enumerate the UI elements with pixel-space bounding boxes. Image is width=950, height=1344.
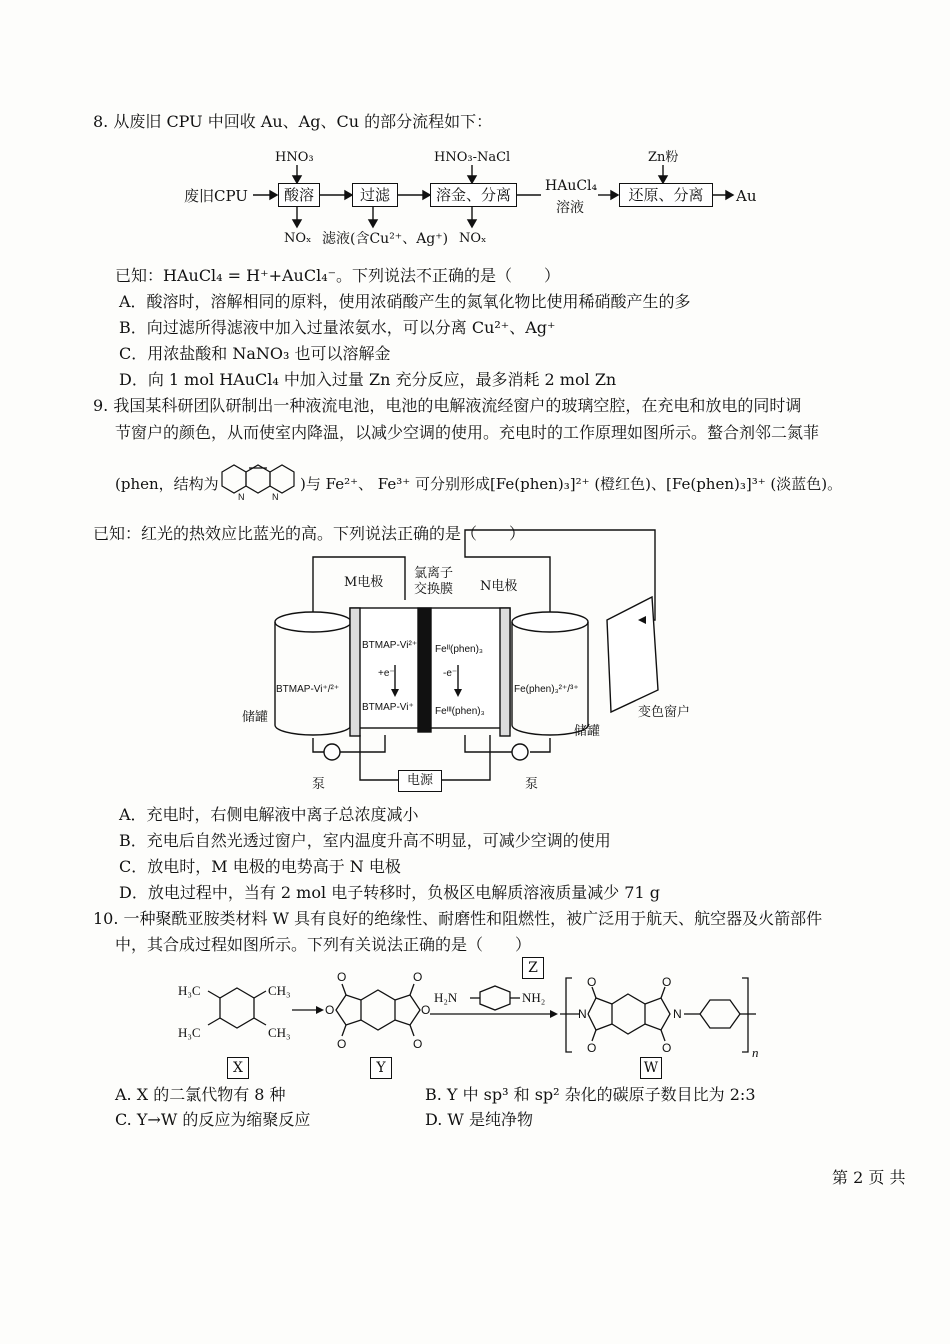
y-o-1: O xyxy=(337,970,347,984)
y-o-4: O xyxy=(421,1003,431,1017)
q10-option-b: B. Y 中 sp³ 和 sp² 杂化的碳原子数目比为 2:3 xyxy=(425,1085,756,1104)
w-n-right: N xyxy=(673,1007,682,1021)
w-n-left: N xyxy=(578,1007,587,1021)
flow-step-filter: 过滤 xyxy=(352,183,398,207)
svg-text:N: N xyxy=(238,492,245,502)
label-z: Z xyxy=(522,957,544,979)
q8-option-d: D．向 1 mol HAuCl₄ 中加入过量 Zn 充分反应，最多消耗 2 mol Zn xyxy=(119,370,617,389)
y-o-3: O xyxy=(325,1003,335,1017)
flow-mid2: 溶液 xyxy=(556,200,584,216)
x-h3c-top: H₃C xyxy=(178,983,201,998)
flow-out3: NOₓ xyxy=(459,231,487,246)
n-electrode-label: N电极 xyxy=(480,579,518,594)
flow-step-reduce: 还原、分离 xyxy=(619,183,713,207)
label-w: W xyxy=(640,1057,662,1079)
cell-right-mid: -e⁻ xyxy=(443,668,458,679)
w-o-1: O xyxy=(587,975,597,989)
q8-option-a: A．酸溶时，溶解相同的原料，使用浓硝酸产生的氮氧化物比使用稀硝酸产生的多 xyxy=(119,292,691,311)
left-tank-caption: 储罐 xyxy=(242,710,269,725)
right-tank-label: Fe(phen)₃²⁺/³⁺ xyxy=(514,684,579,695)
page-footer: 第 2 页 共 xyxy=(832,1168,906,1187)
q8-known: 已知：HAuCl₄ = H⁺+AuCl₄⁻。下列说法不正确的是（ ） xyxy=(115,266,561,285)
y-o-2: O xyxy=(413,970,423,984)
m-electrode-label: M电极 xyxy=(344,575,384,590)
left-pump-label: 泵 xyxy=(312,777,326,792)
y-o-5: O xyxy=(337,1037,347,1051)
cell-left-bottom: BTMAP-Vi⁺ xyxy=(362,702,414,713)
flow-reagent4: Zn粉 xyxy=(648,150,679,165)
x-h3c-bottom: H₃C xyxy=(178,1025,201,1040)
w-o-2: O xyxy=(662,975,672,989)
left-tank-label: BTMAP-Vi⁺/²⁺ xyxy=(276,684,340,695)
w-o-4: O xyxy=(662,1041,672,1055)
q9-stem-line3a: (phen，结构为 xyxy=(115,475,219,493)
flow-out2: 滤液(含Cu²⁺、Ag⁺) xyxy=(322,231,449,247)
q9-stem-line2: 节窗户的颜色，从而使室内降温，以减少空调的使用。充电时的工作原理如图所示。螯合剂邻二氮菲 xyxy=(115,423,820,442)
q9-stem-line1: 9. 我国某科研团队研制出一种液流电池，电池的电解液流经窗户的玻璃空腔，在充电和放电的同时调 xyxy=(93,396,802,415)
flow-reagent3: HNO₃-NaCl xyxy=(434,150,511,165)
power-source: 电源 xyxy=(398,770,442,792)
q9-known: 已知：红光的热效应比蓝光的高。下列说法正确的是（ ） xyxy=(93,524,526,543)
label-y: Y xyxy=(370,1057,392,1079)
z-h2n: H₂N xyxy=(434,990,458,1005)
q8-stem: 8. 从废旧 CPU 中回收 Au、Ag、Cu 的部分流程如下： xyxy=(93,112,493,131)
flow-start: 废旧CPU xyxy=(184,187,248,205)
svg-text:N: N xyxy=(272,492,279,502)
w-o-3: O xyxy=(587,1041,597,1055)
flow-end: Au xyxy=(736,187,757,205)
right-tank-caption: 储罐 xyxy=(574,724,601,739)
q8-option-c: C．用浓盐酸和 NaNO₃ 也可以溶解金 xyxy=(119,344,391,363)
flow-mid1: HAuCl₄ xyxy=(545,178,598,194)
q10-option-d: D. W 是纯净物 xyxy=(425,1110,533,1129)
q10-option-a: A. X 的二氯代物有 8 种 xyxy=(115,1085,286,1104)
x-ch3-top: CH₃ xyxy=(268,983,291,998)
q9-option-d: D．放电过程中，当有 2 mol 电子转移时，负极区电解质溶液质量减少 71 g xyxy=(119,883,660,902)
label-x: X xyxy=(227,1057,249,1079)
q10-stem-line2: 中，其合成过程如图所示。下列有关说法正确的是（ ） xyxy=(115,935,532,954)
q10-stem-line1: 10. 一种聚酰亚胺类材料 W 具有良好的绝缘性、耐磨性和阻燃性，被广泛用于航天、航空器及火箭部件 xyxy=(93,909,823,928)
cell-right-bottom: Feᴵᴵᴵ(phen)₃ xyxy=(435,706,485,717)
y-o-6: O xyxy=(413,1037,423,1051)
q8-option-b: B．向过滤所得滤液中加入过量浓氨水，可以分离 Cu²⁺、Ag⁺ xyxy=(119,318,556,337)
window-label: 变色窗户 xyxy=(638,705,691,720)
q9-stem-line3b: )与 Fe²⁺、 Fe³⁺ 可分别形成[Fe(phen)₃]²⁺ (橙红色)、[Fe(phen)₃]³⁺ (淡蓝色)。 xyxy=(300,475,843,493)
flow-reagent1: HNO₃ xyxy=(275,150,314,165)
membrane-label-1: 氯离子 xyxy=(414,566,454,581)
x-ch3-bottom: CH₃ xyxy=(268,1025,291,1040)
z-nh2: NH₂ xyxy=(522,990,546,1005)
flow-out1: NOₓ xyxy=(284,231,312,246)
repeat-n: n xyxy=(752,1045,759,1060)
q10-option-c: C. Y→W 的反应为缩聚反应 xyxy=(115,1110,311,1129)
q9-option-a: A．充电时，右侧电解液中离子总浓度减小 xyxy=(119,805,419,824)
flow-step-dissolve: 溶金、分离 xyxy=(430,183,517,207)
cell-left-top: BTMAP-Vi²⁺ xyxy=(362,640,418,651)
q9-option-b: B．充电后自然光透过窗户，室内温度升高不明显，可减少空调的使用 xyxy=(119,831,611,850)
cell-left-mid: +e⁻ xyxy=(378,668,395,679)
q9-option-c: C．放电时，M 电极的电势高于 N 电极 xyxy=(119,857,401,876)
cell-right-top: Feᴵᴵ(phen)₃ xyxy=(435,644,483,655)
flow-step-acid: 酸溶 xyxy=(278,183,320,207)
right-pump-label: 泵 xyxy=(525,777,539,792)
membrane-label-2: 交换膜 xyxy=(414,582,454,597)
